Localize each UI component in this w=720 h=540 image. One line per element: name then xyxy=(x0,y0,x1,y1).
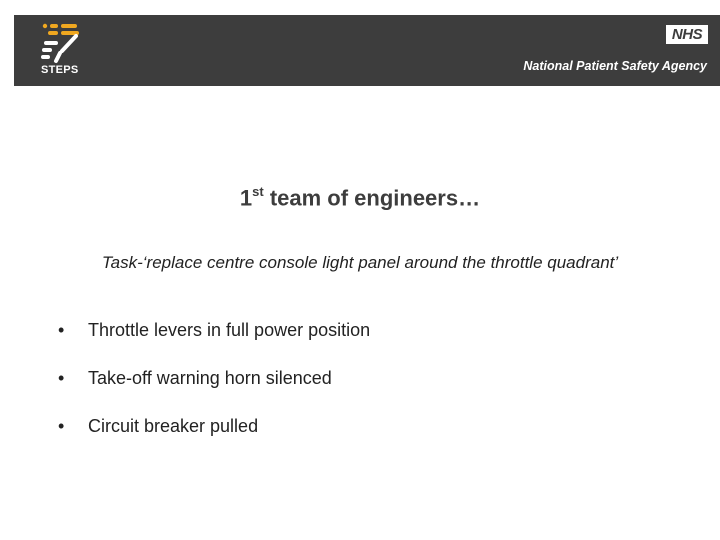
list-item-text: Circuit breaker pulled xyxy=(88,416,259,436)
list-item xyxy=(58,414,370,462)
list-item-text: Take-off warning horn silenced xyxy=(88,368,332,388)
steps-brand-text: STEPS xyxy=(41,64,79,76)
bullet-icon: • xyxy=(58,320,65,340)
steps-logo-icon xyxy=(36,21,84,69)
list-item-text: Throttle levers in full power position xyxy=(88,320,371,340)
title-text: team of engineers… xyxy=(263,185,481,211)
agency-name: National Patient Safety Agency xyxy=(523,59,707,73)
bullet-icon: • xyxy=(58,368,65,388)
list-item xyxy=(58,318,370,366)
title-ordinal-suffix: st xyxy=(252,184,264,199)
header-bar xyxy=(14,15,720,86)
nhs-logo: NHS xyxy=(666,25,708,44)
title-number: 1 xyxy=(239,185,253,211)
slide-title xyxy=(0,185,720,211)
bullet-icon: • xyxy=(58,416,65,436)
list-item xyxy=(58,366,370,414)
task-description: Task-‘replace centre console light panel around the throttle quadrant’ xyxy=(101,253,619,272)
bullet-list xyxy=(58,318,370,462)
